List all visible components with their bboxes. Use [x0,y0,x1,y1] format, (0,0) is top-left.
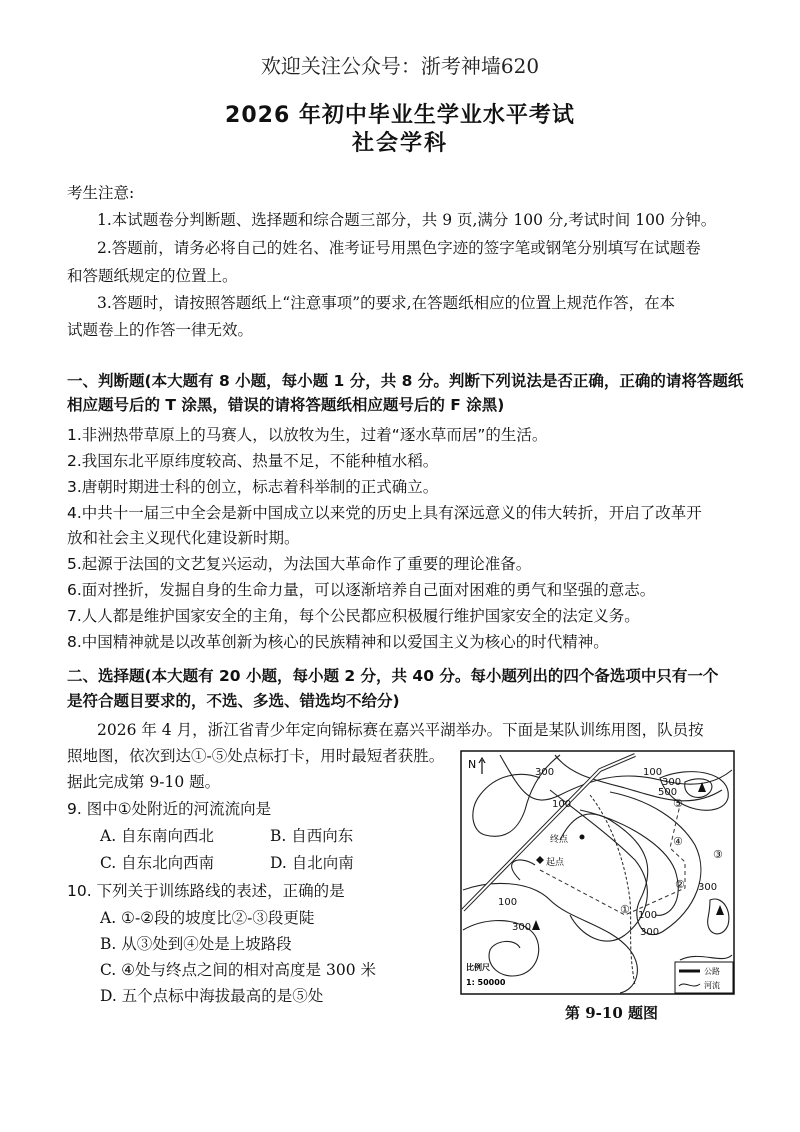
judgment-item: 8.中国精神就是以改革创新为核心的民族精神和以爱国主义为核心的时代精神。 [67,633,609,651]
contour-label: 500 [658,787,678,798]
section2-heading-cont: 是符合题目要求的，不选、多选、错选均不给分) [67,692,400,710]
q10-option-c: C. ④处与终点之间的相对高度是 300 米 [100,961,376,979]
judgment-item: 4.中共十一届三中全会是新中国成立以来党的历史上具有深远意义的伟大转折，开启了改革开 [67,504,702,522]
judgment-item: 3.唐朝时期进士科的创立，标志着科举制的正式确立。 [67,478,439,496]
q10-stem: 10. 下列关于训练路线的表述，正确的是 [67,882,345,900]
notice-item: 2.答题前，请务必将自己的姓名、准考证号用黑色字迹的签字笔或钢笔分别填写在试题卷 [97,239,701,257]
contour-label: 100 [643,767,663,778]
finish-marker-icon [580,835,585,840]
question-intro: 据此完成第 9-10 题。 [67,773,221,791]
contour-label: 300 [512,922,532,933]
notice-item: 3.答题时，请按照答题纸上“注意事项”的要求,在答题纸相应的位置上规范作答，在本 [97,294,676,312]
notice-item: 试题卷上的作答一律无效。 [67,321,254,339]
contour-label: 100 [498,897,518,908]
q10-option-a: A. ①-②段的坡度比②-③段更陡 [100,909,315,927]
contour-label: 300 [535,767,555,778]
judgment-item: 5.起源于法国的文艺复兴运动，为法国大革命作了重要的理论准备。 [67,555,532,573]
contour-label: 300 [662,777,682,788]
checkpoint-2: ② [675,878,685,891]
judgment-item-cont: 放和社会主义现代化建设新时期。 [67,529,300,547]
notice-item: 1.本试题卷分判断题、选择题和综合题三部分，共 9 页,满分 100 分,考试时间 100 分钟。 [97,211,717,229]
contour-map [460,750,735,995]
finish-label: 终点 [550,835,569,845]
judgment-item: 6.面对挫折，发掘自身的生命力量，可以逐渐培养自己面对困难的勇气和坚强的意志。 [67,581,656,599]
checkpoint-1: ① [620,903,630,916]
section1-heading-cont: 相应题号后的 T 涂黑，错误的请将答题纸相应题号后的 F 涂黑) [67,396,505,414]
notice-heading: 考生注意: [67,184,135,202]
header-watermark: 欢迎关注公众号：浙考神墙620 [260,54,540,78]
contour-label: 300 [698,882,718,893]
q9-option-d: D. 自北向南 [270,854,354,872]
section1-heading: 一、判断题(本大题有 8 小题，每小题 1 分，共 8 分。判断下列说法是否正确，正确的请将答题纸 [67,372,744,390]
notice-item: 和答题纸规定的位置上。 [67,267,238,285]
q9-option-a: A. 自东南向西北 [100,827,215,845]
q9-option-c: C. 自东北向西南 [100,854,215,872]
question-intro: 2026 年 4 月，浙江省青少年定向锦标赛在嘉兴平湖举办。下面是某队训练用图，队员按 [97,721,704,739]
contour-label: 100 [552,799,572,810]
q10-option-d: D. 五个点标中海拔最高的是⑤处 [100,987,324,1005]
judgment-item: 1.非洲热带草原上的马赛人，以放牧为生，过着“逐水草而居”的生活。 [67,426,548,444]
legend-river-label: 河流 [704,981,720,990]
start-label: 起点 [546,858,565,868]
judgment-item: 2.我国东北平原纬度较高、热量不足，不能种植水稻。 [67,452,439,470]
q9-stem: 9. 图中①处附近的河流流向是 [67,800,272,818]
map-caption: 第 9-10 题图 [565,1004,658,1022]
question-intro: 照地图，依次到达①-⑤处点标打卡，用时最短者获胜。 [67,747,445,765]
checkpoint-3: ③ [713,848,723,861]
judgment-item: 7.人人都是维护国家安全的主角，每个公民都应积极履行维护国家安全的法定义务。 [67,607,640,625]
scale-label: 比例尺 [466,963,490,972]
q10-option-b: B. 从③处到④处是上坡路段 [100,935,292,953]
q9-option-b: B. 自西向东 [270,827,354,845]
legend-road-label: 公路 [704,967,720,976]
exam-title: 2026 年初中毕业生学业水平考试 [225,103,575,128]
contour-label: 100 [638,910,658,921]
exam-subject: 社会学科 [351,131,448,156]
north-label: N [468,758,477,771]
checkpoint-5: ⑤ [673,797,683,810]
scale-value: 1: 50000 [466,978,506,987]
contour-label: 300 [640,927,660,938]
section2-heading: 二、选择题(本大题有 20 小题，每小题 2 分，共 40 分。每小题列出的四个备选项中只有一个 [67,667,719,685]
checkpoint-4: ④ [673,835,683,848]
